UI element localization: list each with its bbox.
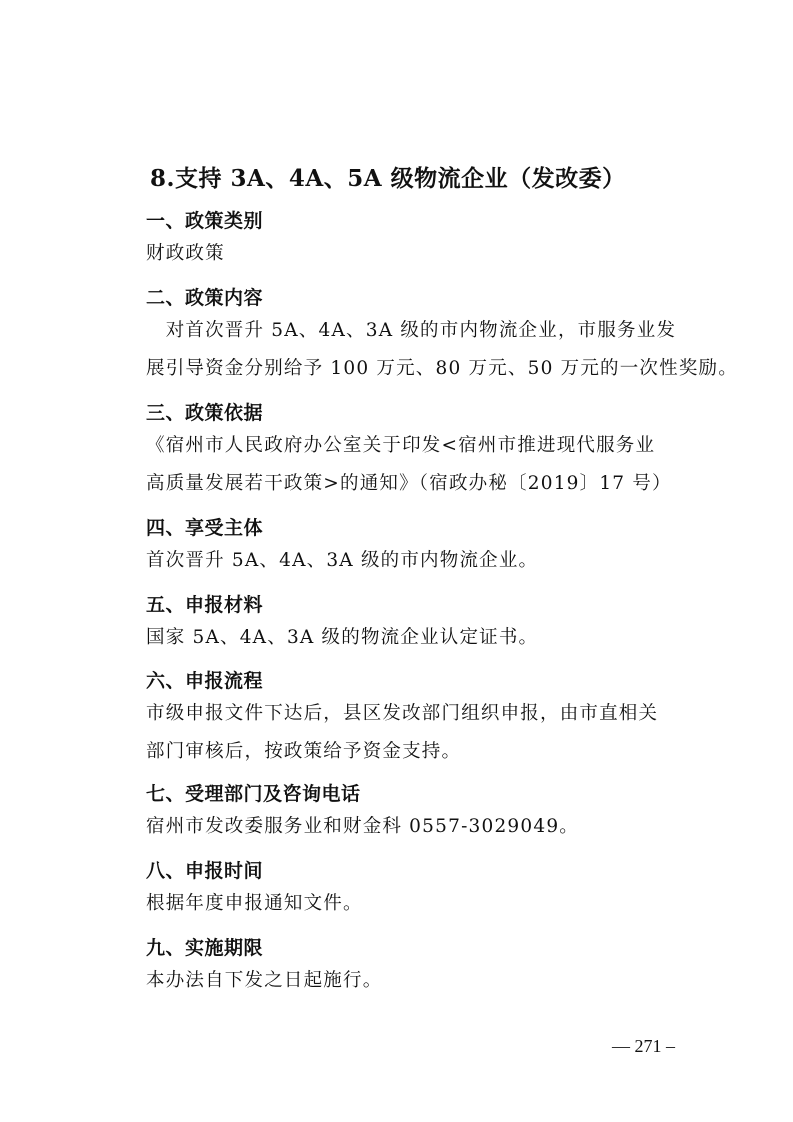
section-body-materials xyxy=(146,619,702,657)
body-line: 国家 5A、4A、3A 级的物流企业认定证书。 xyxy=(146,627,539,648)
body-line: 对首次晋升 5A、4A、3A 级的市内物流企业，市服务业发 xyxy=(146,320,677,341)
body-line: 本办法自下发之日起施行。 xyxy=(146,970,383,991)
section-heading-category: 一、政策类别 xyxy=(146,210,264,232)
body-line: 部门审核后，按政策给予资金支持。 xyxy=(146,741,462,762)
section-body-category xyxy=(146,235,702,273)
section-body-contact xyxy=(146,808,702,846)
section-heading-basis: 三、政策依据 xyxy=(146,402,264,424)
section-body-content xyxy=(146,312,738,388)
body-line: 财政政策 xyxy=(146,243,225,264)
section-heading-subject: 四、享受主体 xyxy=(146,517,264,539)
section-body-process xyxy=(146,695,702,771)
section-heading-process: 六、申报流程 xyxy=(146,670,264,692)
section-body-period xyxy=(146,962,702,1000)
section-body-subject xyxy=(146,542,702,580)
body-line: 根据年度申报通知文件。 xyxy=(146,893,363,914)
body-line: 首次晋升 5A、4A、3A 级的市内物流企业。 xyxy=(146,550,539,571)
body-line: 市级申报文件下达后，县区发改部门组织申报，由市直相关 xyxy=(146,703,659,724)
section-heading-time: 八、申报时间 xyxy=(146,860,264,882)
section-heading-contact: 七、受理部门及咨询电话 xyxy=(146,783,361,805)
document-title: 8.支持 3A、4A、5A 级物流企业（发改委） xyxy=(150,165,626,192)
body-line: 高质量发展若干政策>的通知》（宿政办秘〔2019〕17 号） xyxy=(146,473,672,494)
body-line: 宿州市发改委服务业和财金科 0557-3029049。 xyxy=(146,816,580,837)
body-line: 展引导资金分别给予 100 万元、80 万元、50 万元的一次性奖励。 xyxy=(146,358,738,379)
section-heading-materials: 五、申报材料 xyxy=(146,594,264,616)
section-body-time xyxy=(146,885,702,923)
section-heading-period: 九、实施期限 xyxy=(146,937,264,959)
body-line: 《宿州市人民政府办公室关于印发<宿州市推进现代服务业 xyxy=(146,435,656,456)
page-number: — 271 – xyxy=(612,1036,675,1056)
section-body-basis xyxy=(146,427,702,503)
section-heading-content: 二、政策内容 xyxy=(146,287,264,309)
